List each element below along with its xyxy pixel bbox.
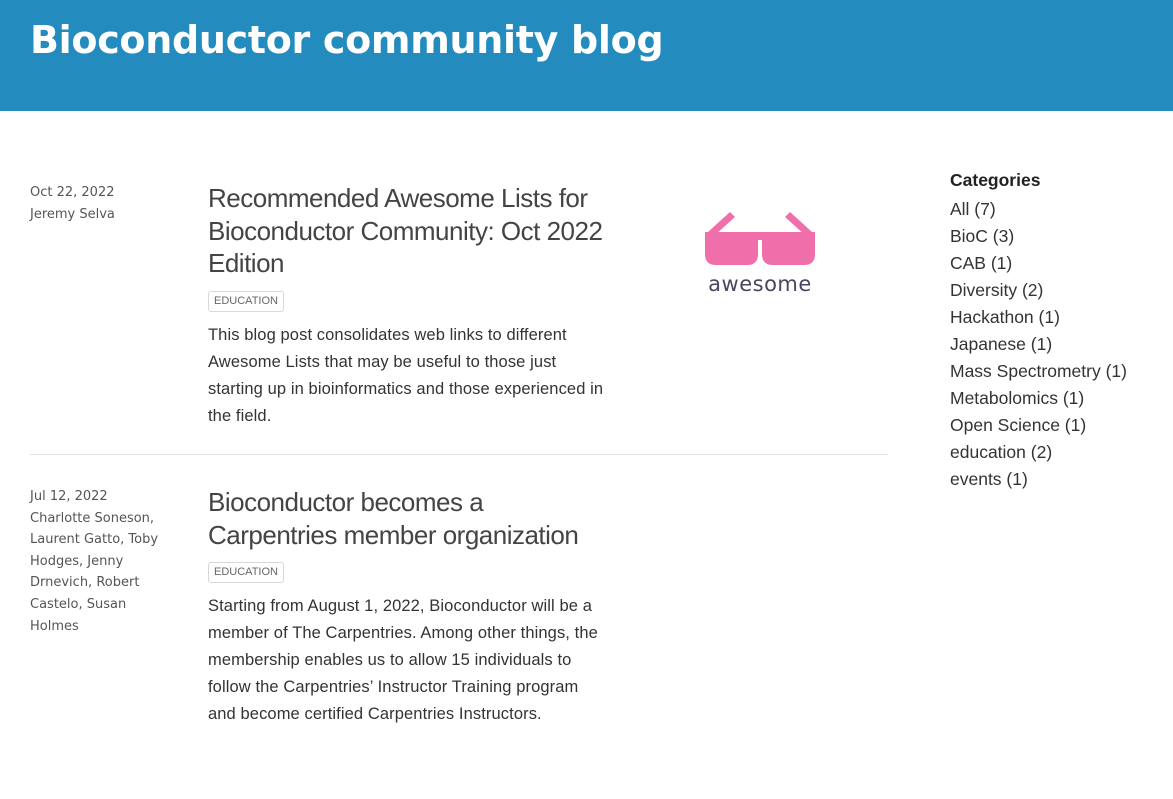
post-date: Oct 22, 2022	[30, 185, 115, 200]
category-cab[interactable]: CAB (1)	[950, 253, 1013, 273]
category-events[interactable]: events (1)	[950, 469, 1028, 489]
post-divider	[30, 454, 888, 455]
site-title[interactable]: Bioconductor community blog	[30, 18, 664, 62]
post-meta	[30, 486, 170, 637]
category-hackathon[interactable]: Hackathon (1)	[950, 307, 1060, 327]
post-authors: Jeremy Selva	[30, 206, 115, 222]
post-title[interactable]: Bioconductor becomes a Carpentries member organization	[208, 487, 579, 550]
awesome-sunglasses-icon	[698, 202, 822, 294]
category-metabolomics[interactable]: Metabolomics (1)	[950, 388, 1085, 408]
post-title[interactable]: Recommended Awesome Lists for Bioconductor Community: Oct 2022 Edition	[208, 183, 603, 278]
post-authors: Charlotte Soneson, Laurent Gatto, Toby Hodges, Jenny Drnevich, Robert Castelo, Susan Holmes	[30, 510, 159, 634]
post-description: This blog post consolidates web links to different Awesome Lists that may be useful to those just starting up in bioinformatics and those experienced in the field.	[208, 325, 604, 425]
categories-list	[950, 196, 1160, 493]
category-diversity[interactable]: Diversity (2)	[950, 280, 1044, 300]
categories-sidebar	[950, 168, 1160, 493]
sunglasses-shape	[705, 212, 815, 265]
post-meta	[30, 182, 170, 225]
category-all[interactable]: All (7)	[950, 199, 996, 219]
category-open-science[interactable]: Open Science (1)	[950, 415, 1087, 435]
category-education[interactable]: education (2)	[950, 442, 1053, 462]
post-date: Jul 12, 2022	[30, 489, 108, 504]
header-banner	[0, 0, 1173, 111]
category-mass-spectrometry[interactable]: Mass Spectrometry (1)	[950, 361, 1127, 381]
category-japanese[interactable]: Japanese (1)	[950, 334, 1053, 354]
post-body	[208, 486, 608, 728]
post-body	[208, 182, 608, 430]
post-tag[interactable]: EDUCATION	[208, 291, 284, 312]
post-description: Starting from August 1, 2022, Bioconductor will be a member of The Carpentries. Among other things, the membership enables us to allow 15 individuals to follow the Carpentries’ Instructor Training program and become certified Carpentries Instructors.	[208, 597, 598, 723]
post-tag[interactable]: EDUCATION	[208, 562, 284, 583]
categories-heading: Categories	[950, 170, 1041, 190]
category-bioc[interactable]: BioC (3)	[950, 226, 1015, 246]
post-thumbnail[interactable]	[698, 202, 822, 294]
awesome-logo-text: awesome	[708, 272, 812, 294]
